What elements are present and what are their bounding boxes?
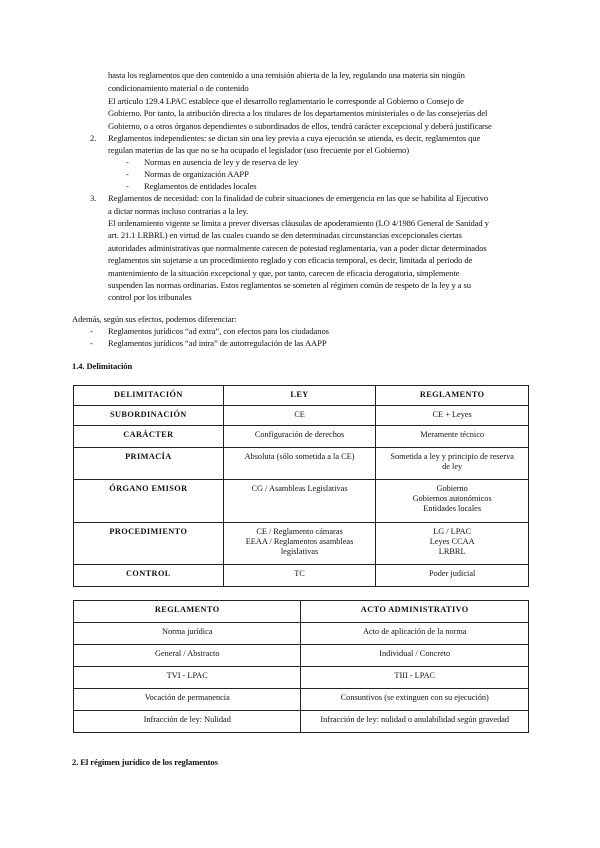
reglamento-cell (376, 565, 529, 587)
list-item-line: reglamentos sin sujetarse a un procedimiento reglado y con eficacia temporal, es decir, limitada al periodo de (108, 255, 473, 265)
row-label: SUBORDINACIÓN (74, 406, 224, 426)
table-row (74, 711, 529, 733)
table-cell: Infracción de ley: nulidad o anulabilidad según gravedad (301, 711, 529, 733)
table-header-cell: LEY (223, 386, 376, 406)
table-row (74, 426, 529, 448)
reglamento-acto-table (73, 600, 529, 733)
list-item-line: El ordenamiento vigente se limita a prever diversas cláusulas de apoderamiento (LO 4/1986 General de Sanidad y (108, 218, 489, 228)
section-heading: 1.4. Delimitación (72, 361, 133, 371)
paragraph-line: Gobierno. Por tanto, la atribución directa a los titulares de los departamentos ministeriales o de las consejerías del (108, 108, 488, 118)
table-cell: TVI - LPAC (74, 667, 301, 689)
list-item-line: regulan materias de las que no se ha ocupado el legislador (uso frecuente por el Gobierno) (108, 145, 409, 155)
cell-line: de ley (442, 462, 463, 471)
ley-cell (223, 480, 376, 523)
list-item-line: Reglamentos jurídicos “ad intra” de autorregulación de las AAPP (108, 338, 327, 348)
table-header-cell: REGLAMENTO (74, 601, 301, 623)
cell-line: EEAA / Reglamentos asambleas (245, 537, 354, 546)
ley-cell (223, 565, 376, 587)
table-cell: Vocación de permanencia (74, 689, 301, 711)
cell-line: CG / Asambleas Legislativas (251, 484, 348, 493)
ley-cell (223, 406, 376, 426)
cell-line: LRBRL (438, 547, 466, 556)
list-item-line: control por los tribunales (108, 292, 192, 302)
list-item-line: Reglamentos jurídicos “ad extra”, con efectos para los ciudadanos (108, 326, 329, 336)
table-row (74, 406, 529, 426)
paragraph-line: condicionamiento material o de contenido (108, 83, 249, 93)
list-item-line: suspenden las normas ordinarias. Estos reglamentos se someten al régimen común de respeto de la ley y a su (108, 280, 471, 290)
table-cell: Individual / Concreto (301, 645, 529, 667)
table-row (74, 667, 529, 689)
sub-list-item: Normas de organización AAPP (144, 169, 249, 179)
table-row (74, 689, 529, 711)
table-row (74, 645, 529, 667)
list-number: 3. (90, 193, 97, 203)
reglamento-cell (376, 523, 529, 565)
cell-line: CE (294, 410, 305, 419)
sub-list-item: Normas en ausencia de ley y de reserva de ley (144, 157, 299, 167)
dash-bullet: - (90, 338, 93, 348)
table-row (74, 565, 529, 587)
cell-line: Configuración de derechos (254, 430, 345, 439)
row-label: PROCEDIMIENTO (74, 523, 224, 565)
list-item-line: autoridades administrativas que normalmente carecen de potestad reglamentaria, van a poder dictar determinados (108, 243, 487, 253)
paragraph-line: Además, según sus efectos, podemos diferenciar: (72, 314, 237, 324)
cell-line: CE + Leyes (432, 410, 472, 419)
table-cell: General / Abstracto (74, 645, 301, 667)
dash-bullet: - (126, 157, 129, 167)
ley-cell (223, 523, 376, 565)
cell-line: Poder judicial (429, 569, 476, 578)
reglamento-cell (376, 480, 529, 523)
cell-line: Entidades locales (423, 504, 482, 513)
table-cell: Norma jurídica (74, 623, 301, 645)
table-header-cell: REGLAMENTO (376, 386, 529, 406)
reglamento-cell (376, 448, 529, 480)
cell-line: Gobierno (436, 484, 468, 493)
row-label: CARÁCTER (74, 426, 224, 448)
table-cell: TIII - LPAC (301, 667, 529, 689)
dash-bullet: - (126, 181, 129, 191)
paragraph-line: hasta los reglamentos que den contenido a una remisión abierta de la ley, regulando una materia sin ningún (108, 70, 465, 80)
table-header-row (74, 601, 529, 623)
list-item-line: art. 21.1 LRBRL) en virtud de las cuales cuando se den determinadas circunstancias excepcionales ciertas (108, 230, 462, 240)
cell-line: Leyes CCAA (429, 537, 475, 546)
cell-line: Absoluta (sólo sometida a la CE) (244, 452, 355, 461)
list-item-line: a dictar normas incluso contrarias a la ley. (108, 206, 249, 216)
table-header-cell: DELIMITACIÓN (74, 386, 224, 406)
list-number: 2. (90, 133, 97, 143)
reglamento-cell (376, 406, 529, 426)
list-item-line: Reglamentos de necesidad: con la finalidad de cubrir situaciones de emergencia en las que se habilita al Ejecutivo (108, 193, 489, 203)
reglamento-cell (376, 426, 529, 448)
cell-line: LG / LPAC (433, 527, 472, 536)
dash-bullet: - (126, 169, 129, 179)
cell-line: TC (294, 569, 305, 578)
ley-cell (223, 426, 376, 448)
cell-line: legislativas (280, 547, 319, 556)
ley-cell (223, 448, 376, 480)
dash-bullet: - (90, 326, 93, 336)
cell-line: Gobiernos autonómicos (412, 494, 492, 503)
cell-line: CE / Reglamento cámaras (256, 527, 343, 536)
row-label: ÓRGANO EMISOR (74, 480, 224, 523)
cell-line: Sometida a ley y principio de reserva (390, 452, 514, 461)
table-cell: Consuntivos (se extinguen con su ejecución) (301, 689, 529, 711)
table-header-cell: ACTO ADMINISTRATIVO (301, 601, 529, 623)
list-item-line: mantenimiento de la situación excepcional y que, por tanto, carecen de eficacia derogatoria, simplemente (108, 268, 460, 278)
table-row (74, 623, 529, 645)
delimitation-table (73, 385, 529, 587)
table-row (74, 480, 529, 523)
table-cell: Infracción de ley: Nulidad (74, 711, 301, 733)
table-row (74, 448, 529, 480)
row-label: CONTROL (74, 565, 224, 587)
paragraph-line: El artículo 129.4 LPAC establece que el desarrollo reglamentario le corresponde al Gobierno o Consejo de (108, 96, 464, 106)
paragraph-line: Gobierno, o a otros órganos dependientes o subordinados de ellos, tendrá carácter excepcional y deberá justificarse (108, 121, 492, 131)
table-row (74, 523, 529, 565)
cell-line: Meramente técnico (420, 430, 485, 439)
row-label: PRIMACÍA (74, 448, 224, 480)
list-item-line: Reglamentos independientes: se dictan sin una ley previa a cuya ejecución se atienda, es decir, reglamentos que (108, 133, 481, 143)
section-heading: 2. El régimen jurídico de los reglamentos (72, 757, 218, 767)
table-cell: Acto de aplicación de la norma (301, 623, 529, 645)
sub-list-item: Reglamentos de entidades locales (144, 181, 257, 191)
table-header-row (74, 386, 529, 406)
